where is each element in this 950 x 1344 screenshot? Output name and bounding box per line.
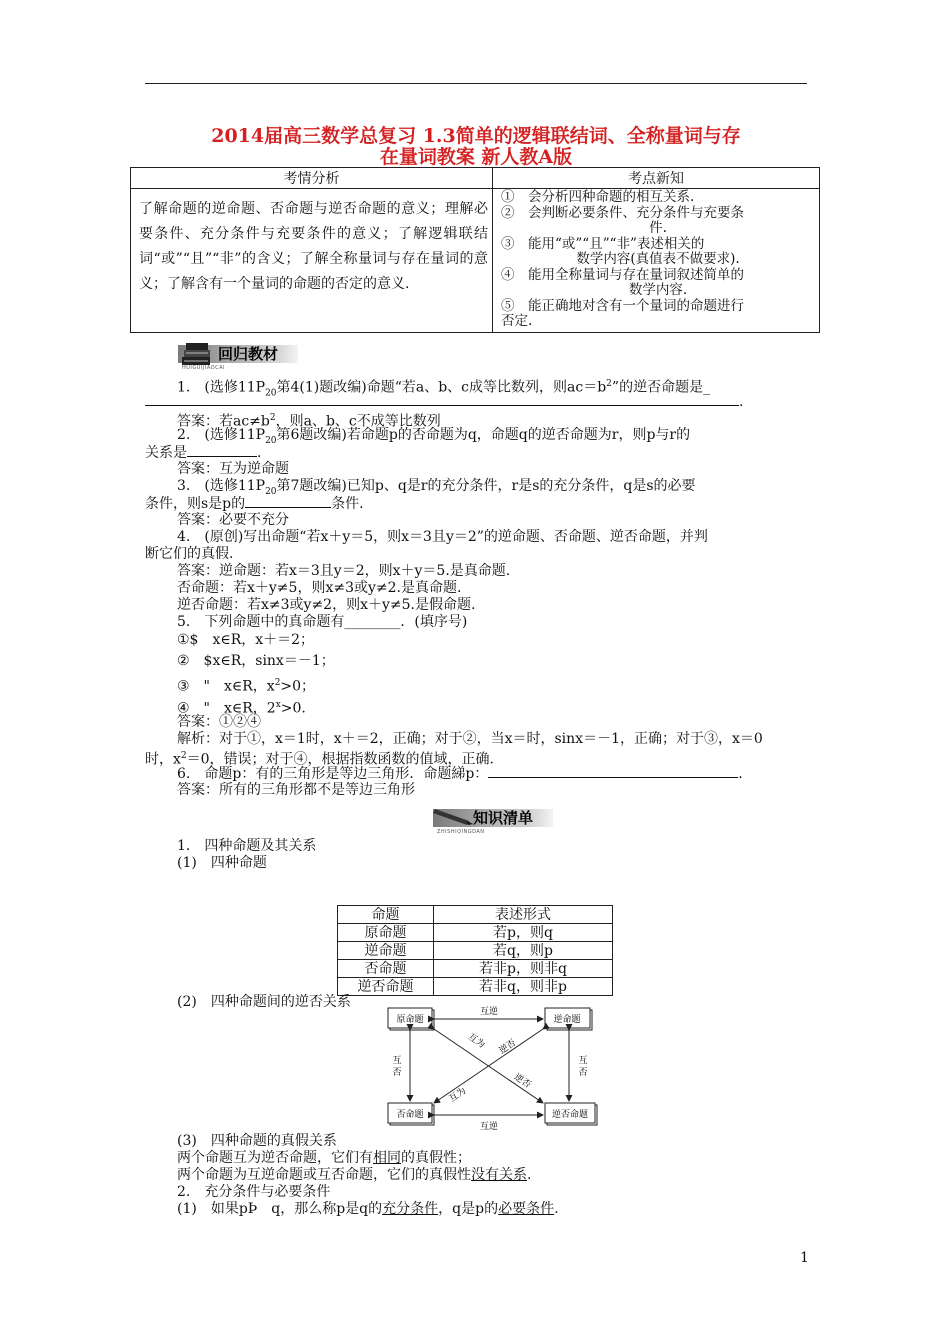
pen-icon [433,807,473,831]
knowledge-subheading-3: (3) 四种命题的真假关系 [177,1133,337,1149]
kaoqing-item-2-cont: 件. [649,220,667,236]
kaoqing-left-text: 了解命题的逆命题、否命题与逆否命题的意义；理解必要条件、充分条件与充要条件的意义；了解逻辑联结词“或”“且”“非”的含义；了解全称量词与存在量词的意义；了解含有一个量词的命题的否定的意义. [139,201,488,292]
banner-label: 回归教材 [218,345,279,363]
table-row [338,960,613,978]
section-banner-huigui [178,341,308,371]
label-converse: 逆命题 [553,1015,581,1025]
exercise-3-cont: 条件，则s是p的 条件. [145,496,364,512]
table-cell: 逆否命题 [338,978,434,996]
kaoqing-header-left: 考情分析 [131,168,493,189]
exercise-2: 2. (选修$11P_{20}$第6题改编)若命题p的否命题为q，命题q的逆否命题为r，则p与r的 [177,427,691,446]
label-top: 互逆 [479,1007,499,1017]
sufficient-condition-def: (1) 如果pÞ q，那么称p是q的充分条件，q是p的必要条件. [177,1201,559,1217]
exercise-1: 1. (选修$11P_{20}$第4(1)题改编)命题“若a、b、c成等比数列，则$ac=b^2$”的逆否命题是_ [177,379,711,399]
table-cell: 若非q，则非p [434,978,613,996]
table-cell: 若p，则q [434,924,613,942]
banner-label: 知识清单 [473,809,534,827]
kaoqing-table [130,167,820,333]
table-cell: 逆命题 [338,942,434,960]
explanation-5a: 解析：对于①，x＝1时，x＋＝2，正确；对于②，当x＝时，sinx＝－1，正确；对于③，x＝0 [177,731,763,747]
table-cell: 否命题 [338,960,434,978]
section-banner-zhishi [433,805,563,835]
label-diag-4: 逆否 [511,1072,533,1091]
kaoqing-item-3-cont: 数学内容(真值表不做要求). [576,251,740,267]
answer-1: 答案：若$ac\ne b^2$，则a、b、c不成等比数列 [177,413,441,430]
exercise-4: 4. (原创)写出命题“若x＋y＝5，则x＝3且y＝2”的逆命题、否命题、逆否命题，并判 [177,529,708,545]
label-right-1: 互 [578,1056,588,1066]
answer-2: 答案：互为逆命题 [177,461,289,477]
kaoqing-item-3: ③ 能用“或”“且”“非”表述相关的 [501,235,705,252]
banner-sublabel: HUIGUIJIAOCAI [182,365,226,371]
banner-sublabel: ZHISHIQINGDAN [437,829,485,835]
exercise-4-cont: 断它们的真假. [145,546,234,562]
proposition-relation-diagram [385,1005,600,1130]
four-propositions-table [337,905,613,996]
books-icon [180,341,214,367]
table-cell: 原命题 [338,924,434,942]
kaoqing-item-5: ⑤ 能正确地对含有一个量词的命题进行 [501,297,744,314]
label-bottom: 互逆 [479,1122,499,1130]
option-2: ② $x∈R，sinx＝－1； [177,653,335,669]
label-left-1: 互 [392,1056,402,1066]
kaoqing-item-5-cont: 否定. [501,313,533,329]
label-right-2: 否 [578,1068,588,1078]
option-1: ①$ x∈R，x＋＝2； [177,632,315,648]
kaoqing-item-2: ② 会判断必要条件、充分条件与充要条 [501,204,744,221]
option-4: ④ " x∈R，$2^x>0$. [177,700,306,717]
table-cell: 若q，则p [434,942,613,960]
label-contrapositive: 逆否命题 [551,1110,589,1120]
option-3: ③ " x∈R，$x^2>0$； [177,678,316,695]
table-header-cell: 表述形式 [434,906,613,924]
knowledge-heading-1: 1. 四种命题及其关系 [177,838,317,854]
answer-3: 答案：必要不充分 [177,512,289,528]
answer-5: 答案：①②④ [177,714,261,730]
table-cell: 若非p，则非q [434,960,613,978]
exercise-5: 5. 下列命题中的真命题有________．(填序号) [177,614,468,630]
header-rule [145,83,807,84]
page-number: 1 [800,1250,809,1266]
exercise-2-cont: 关系是 . [145,445,262,461]
kaoqing-item-4-cont: 数学内容. [628,282,688,298]
table-row [338,978,613,996]
explanation-5b: 时，$x^2=0$，错误；对于④，根据指数函数的值域，正确. [145,751,494,768]
table-row [338,924,613,942]
document-title-line1: 2014届高三数学总复习 1.3简单的逻辑联结词、全称量词与存 [211,125,741,147]
label-inverse: 否命题 [396,1110,424,1120]
label-original: 原命题 [396,1015,424,1025]
answer-4c: 逆否命题：若x≠3或y≠2，则x＋y≠5.是假命题. [177,597,476,613]
kaoqing-item-1: ① 会分析四种命题的相互关系. [501,189,695,205]
label-diag-2: 逆否 [497,1038,519,1057]
answer-4b: 否命题：若x＋y≠5，则x≠3或y≠2.是真命题. [177,580,462,596]
exercise-1-blank: . [145,393,743,411]
knowledge-subheading-1: (1) 四种命题 [177,855,267,871]
exercise-3: 3. (选修$11P_{20}$第7题改编)已知p、q是r的充分条件，r是s的充分条件，q是s的必要 [177,478,696,497]
knowledge-heading-2: 2. 充分条件与必要条件 [177,1184,331,1200]
answer-4a: 答案：逆命题：若x＝3且y＝2，则x＋y＝5.是真命题. [177,563,511,579]
kaoqing-header-right: 考点新知 [493,168,820,189]
table-header-cell: 命题 [338,906,434,924]
label-diag-3: 互为 [447,1086,469,1105]
exercise-6: 6. 命题p：有的三角形是等边三角形．命题綈p： . [177,766,743,782]
table-row [338,942,613,960]
document-title-line2: 在量词教案 新人教A版 [379,146,573,168]
truth-rule-1: 两个命题互为逆否命题，它们有相同的真假性； [177,1150,471,1166]
label-left-2: 否 [392,1068,402,1078]
answer-6: 答案：所有的三角形都不是等边三角形 [177,782,415,798]
kaoqing-item-4: ④ 能用全称量词与存在量词叙述简单的 [501,266,744,283]
truth-rule-2: 两个命题为互逆命题或互否命题，它们的真假性没有关系. [177,1167,532,1183]
knowledge-subheading-2: (2) 四种命题间的逆否关系 [177,994,351,1010]
label-diag-1: 互为 [465,1032,487,1051]
